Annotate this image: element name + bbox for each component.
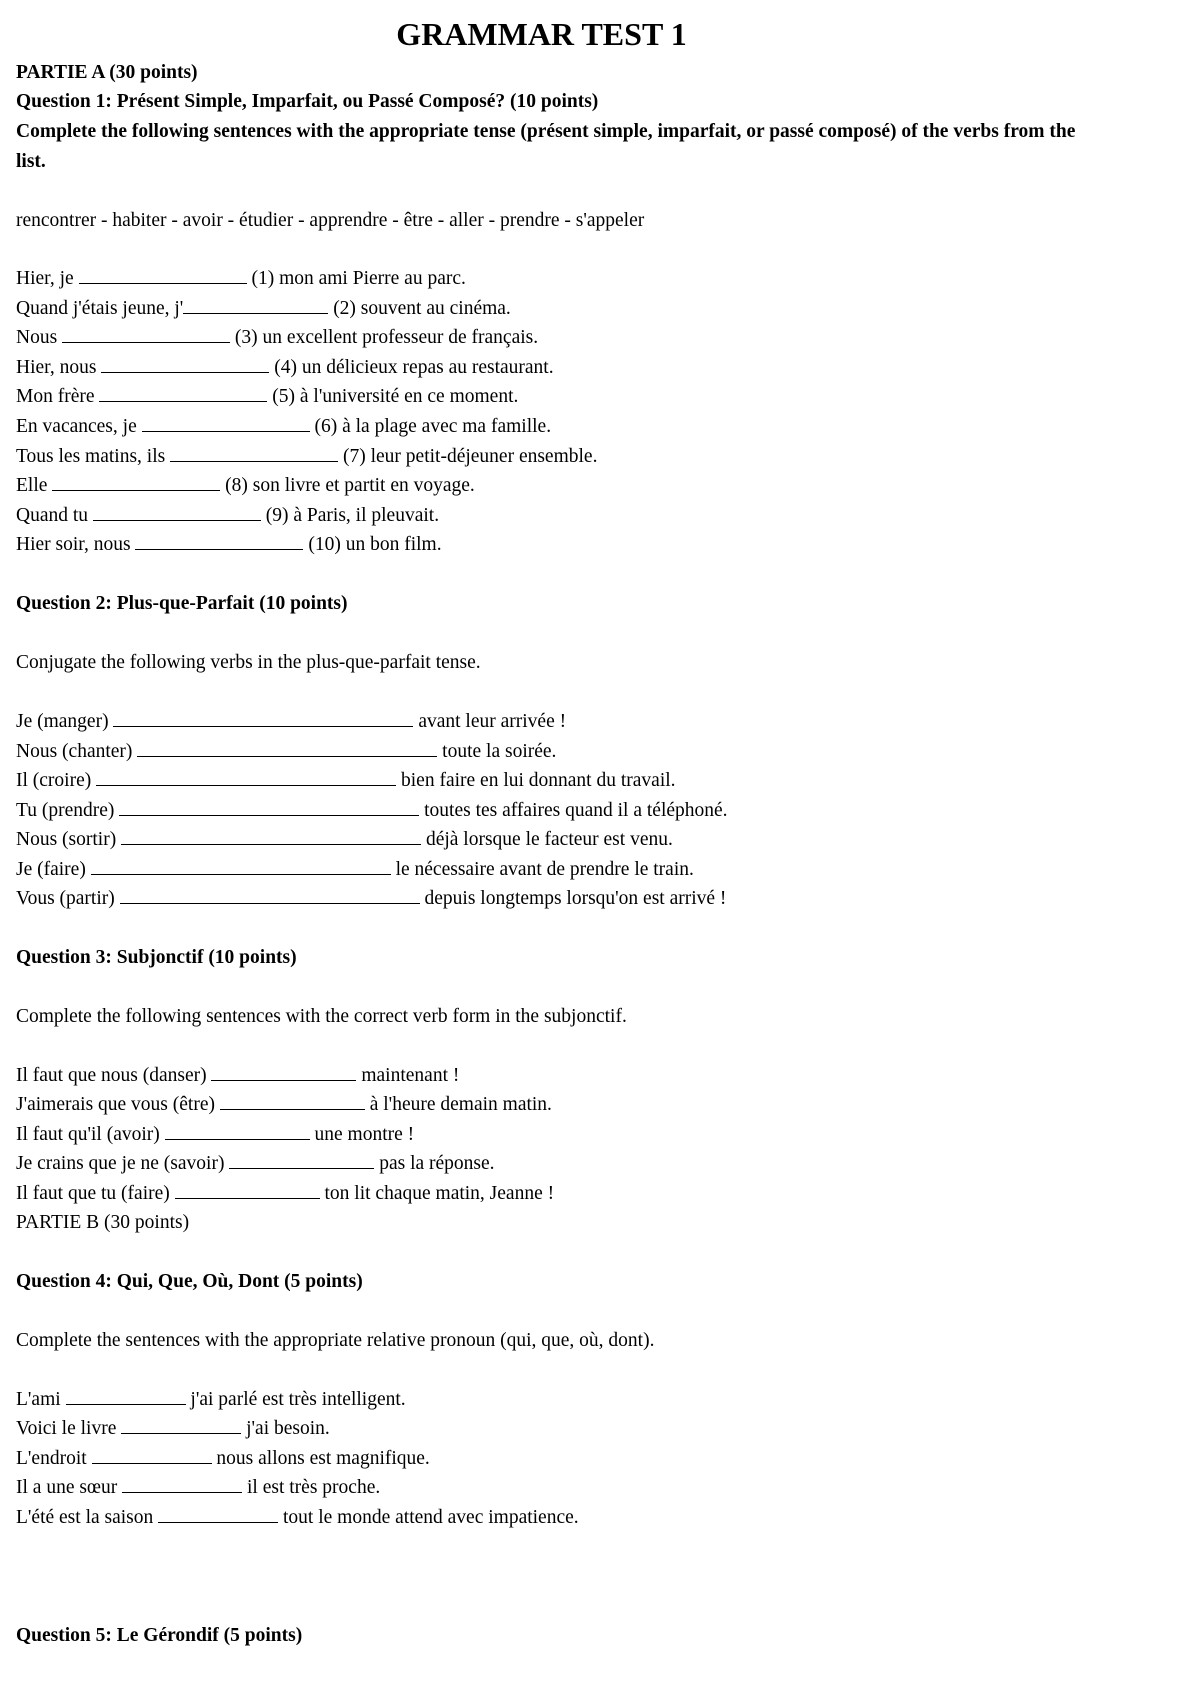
q3-item-2-prefix: J'aimerais que vous (être) bbox=[16, 1094, 220, 1115]
q1-item-4-prefix: Hier, nous bbox=[16, 357, 102, 378]
q3-item-2 bbox=[16, 1093, 552, 1117]
answer-blank[interactable] bbox=[91, 858, 391, 875]
q2-item-1-suffix: avant leur arrivée ! bbox=[413, 711, 567, 732]
answer-blank[interactable] bbox=[96, 769, 396, 786]
q2-item-6-suffix: le nécessaire avant de prendre le train. bbox=[390, 859, 694, 880]
q1-item-2-prefix: Quand j'étais jeune, j' bbox=[16, 298, 184, 319]
q1-item-6 bbox=[16, 415, 551, 439]
answer-blank[interactable] bbox=[158, 1506, 278, 1523]
q4-item-3-suffix: nous allons est magnifique. bbox=[211, 1448, 430, 1469]
q2-item-1 bbox=[16, 710, 566, 734]
test-title: GRAMMAR TEST 1 bbox=[396, 16, 687, 52]
q3-item-1-suffix: maintenant ! bbox=[356, 1065, 460, 1086]
q2-item-5 bbox=[16, 828, 673, 852]
q3-item-5-suffix: ton lit chaque matin, Jeanne ! bbox=[319, 1183, 555, 1204]
answer-blank[interactable] bbox=[62, 326, 230, 343]
q2-item-3-prefix: Il (croire) bbox=[16, 770, 97, 791]
q5-title: Question 5: Le Gérondif (5 points) bbox=[16, 1625, 303, 1646]
q1-instruction: Complete the following sentences with the appropriate tense (présent simple, imparfait, or passé composé) of the verbs from the list. bbox=[16, 121, 1076, 172]
q3-item-2-suffix: à l'heure demain matin. bbox=[364, 1094, 552, 1115]
q4-item-2-prefix: Voici le livre bbox=[16, 1418, 122, 1439]
q1-item-8-suffix: (8) son livre et partit en voyage. bbox=[220, 475, 475, 496]
answer-blank[interactable] bbox=[175, 1182, 320, 1199]
answer-blank[interactable] bbox=[121, 1417, 241, 1434]
q3-item-1-prefix: Il faut que nous (danser) bbox=[16, 1065, 212, 1086]
q1-item-8-prefix: Elle bbox=[16, 475, 53, 496]
q2-item-2 bbox=[16, 740, 556, 764]
answer-blank[interactable] bbox=[119, 799, 419, 816]
q1-item-5 bbox=[16, 385, 518, 409]
q1-item-5-suffix: (5) à l'université en ce moment. bbox=[267, 386, 519, 407]
q3-item-5 bbox=[16, 1182, 554, 1206]
answer-blank[interactable] bbox=[220, 1093, 365, 1110]
q2-item-7-prefix: Vous (partir) bbox=[16, 888, 120, 909]
q1-title: Question 1: Présent Simple, Imparfait, ou Passé Composé? (10 points) bbox=[16, 91, 599, 112]
answer-blank[interactable] bbox=[101, 356, 269, 373]
q2-item-1-prefix: Je (manger) bbox=[16, 711, 114, 732]
q2-item-3-suffix: bien faire en lui donnant du travail. bbox=[396, 770, 676, 791]
q1-item-8 bbox=[16, 474, 475, 498]
q4-item-2-suffix: j'ai besoin. bbox=[241, 1418, 330, 1439]
q4-item-2 bbox=[16, 1417, 330, 1441]
answer-blank[interactable] bbox=[120, 887, 420, 904]
q1-item-9 bbox=[16, 504, 439, 528]
q4-item-5-prefix: L'été est la saison bbox=[16, 1507, 159, 1528]
q2-item-5-prefix: Nous (sortir) bbox=[16, 829, 122, 850]
answer-blank[interactable] bbox=[122, 1476, 242, 1493]
q4-instruction: Complete the sentences with the appropriate relative pronoun (qui, que, où, dont). bbox=[16, 1330, 655, 1351]
q3-title: Question 3: Subjonctif (10 points) bbox=[16, 947, 297, 968]
q2-item-7-suffix: depuis longtemps lorsqu'on est arrivé ! bbox=[419, 888, 727, 909]
q3-item-1 bbox=[16, 1064, 459, 1088]
answer-blank[interactable] bbox=[229, 1152, 374, 1169]
partie-b-header: PARTIE B (30 points) bbox=[16, 1212, 190, 1233]
answer-blank[interactable] bbox=[79, 267, 247, 284]
q3-instruction: Complete the following sentences with the correct verb form in the subjonctif. bbox=[16, 1006, 627, 1027]
q3-item-3-suffix: une montre ! bbox=[309, 1124, 415, 1145]
q4-item-5 bbox=[16, 1506, 579, 1530]
q2-item-6-prefix: Je (faire) bbox=[16, 859, 91, 880]
q4-item-4 bbox=[16, 1476, 380, 1500]
answer-blank[interactable] bbox=[211, 1064, 356, 1081]
answer-blank[interactable] bbox=[135, 533, 303, 550]
q3-item-3-prefix: Il faut qu'il (avoir) bbox=[16, 1124, 165, 1145]
partie-a-header: PARTIE A (30 points) bbox=[16, 62, 198, 83]
answer-blank[interactable] bbox=[142, 415, 310, 432]
q1-item-5-prefix: Mon frère bbox=[16, 386, 100, 407]
q2-instruction: Conjugate the following verbs in the plus-que-parfait tense. bbox=[16, 652, 481, 673]
q2-title: Question 2: Plus-que-Parfait (10 points) bbox=[16, 593, 348, 614]
q2-item-2-suffix: toute la soirée. bbox=[437, 741, 557, 762]
q3-item-5-prefix: Il faut que tu (faire) bbox=[16, 1183, 175, 1204]
q1-item-6-prefix: En vacances, je bbox=[16, 416, 142, 437]
q4-item-4-suffix: il est très proche. bbox=[242, 1477, 381, 1498]
q1-item-9-prefix: Quand tu bbox=[16, 505, 93, 526]
answer-blank[interactable] bbox=[113, 710, 413, 727]
q1-item-1-suffix: (1) mon ami Pierre au parc. bbox=[246, 268, 466, 289]
q4-title: Question 4: Qui, Que, Où, Dont (5 points) bbox=[16, 1271, 363, 1292]
answer-blank[interactable] bbox=[99, 385, 267, 402]
q2-item-5-suffix: déjà lorsque le facteur est venu. bbox=[421, 829, 673, 850]
q4-item-5-suffix: tout le monde attend avec impatience. bbox=[278, 1507, 579, 1528]
q4-item-1 bbox=[16, 1388, 406, 1412]
q1-item-10-suffix: (10) un bon film. bbox=[303, 534, 442, 555]
q4-item-1-suffix: j'ai parlé est très intelligent. bbox=[185, 1389, 406, 1410]
q4-item-3-prefix: L'endroit bbox=[16, 1448, 92, 1469]
q3-item-4-suffix: pas la réponse. bbox=[374, 1153, 495, 1174]
q2-item-3 bbox=[16, 769, 676, 793]
answer-blank[interactable] bbox=[165, 1123, 310, 1140]
q1-item-7-prefix: Tous les matins, ils bbox=[16, 446, 171, 467]
q1-item-2 bbox=[16, 297, 511, 321]
answer-blank[interactable] bbox=[183, 297, 328, 314]
q4-item-1-prefix: L'ami bbox=[16, 1389, 66, 1410]
q2-item-6 bbox=[16, 858, 694, 882]
answer-blank[interactable] bbox=[137, 740, 437, 757]
q1-item-6-suffix: (6) à la plage avec ma famille. bbox=[309, 416, 552, 437]
q1-item-3-suffix: (3) un excellent professeur de français. bbox=[230, 327, 539, 348]
q1-item-4-suffix: (4) un délicieux repas au restaurant. bbox=[269, 357, 554, 378]
q3-item-3 bbox=[16, 1123, 414, 1147]
q1-item-1-prefix: Hier, je bbox=[16, 268, 79, 289]
q1-item-2-suffix: (2) souvent au cinéma. bbox=[328, 298, 511, 319]
answer-blank[interactable] bbox=[170, 445, 338, 462]
q1-item-4 bbox=[16, 356, 554, 380]
q1-item-7 bbox=[16, 445, 597, 469]
answer-blank[interactable] bbox=[66, 1388, 186, 1405]
q4-item-3 bbox=[16, 1447, 430, 1471]
q1-item-3 bbox=[16, 326, 538, 350]
q1-item-10-prefix: Hier soir, nous bbox=[16, 534, 136, 555]
q3-item-4 bbox=[16, 1152, 495, 1176]
q1-item-7-suffix: (7) leur petit-déjeuner ensemble. bbox=[338, 446, 598, 467]
q1-verb-list: rencontrer - habiter - avoir - étudier - apprendre - être - aller - prendre - s'appeler bbox=[16, 210, 645, 231]
answer-blank[interactable] bbox=[93, 504, 261, 521]
q2-item-2-prefix: Nous (chanter) bbox=[16, 741, 138, 762]
q3-item-4-prefix: Je crains que je ne (savoir) bbox=[16, 1153, 230, 1174]
q4-item-4-prefix: Il a une sœur bbox=[16, 1477, 123, 1498]
answer-blank[interactable] bbox=[121, 828, 421, 845]
q1-item-3-prefix: Nous bbox=[16, 327, 63, 348]
q1-item-1 bbox=[16, 267, 466, 291]
q2-item-4-suffix: toutes tes affaires quand il a téléphoné. bbox=[419, 800, 728, 821]
q1-item-9-suffix: (9) à Paris, il pleuvait. bbox=[260, 505, 440, 526]
q1-item-10 bbox=[16, 533, 442, 557]
q2-item-4-prefix: Tu (prendre) bbox=[16, 800, 120, 821]
q2-item-7 bbox=[16, 887, 726, 911]
answer-blank[interactable] bbox=[52, 474, 220, 491]
q2-item-4 bbox=[16, 799, 728, 823]
answer-blank[interactable] bbox=[92, 1447, 212, 1464]
